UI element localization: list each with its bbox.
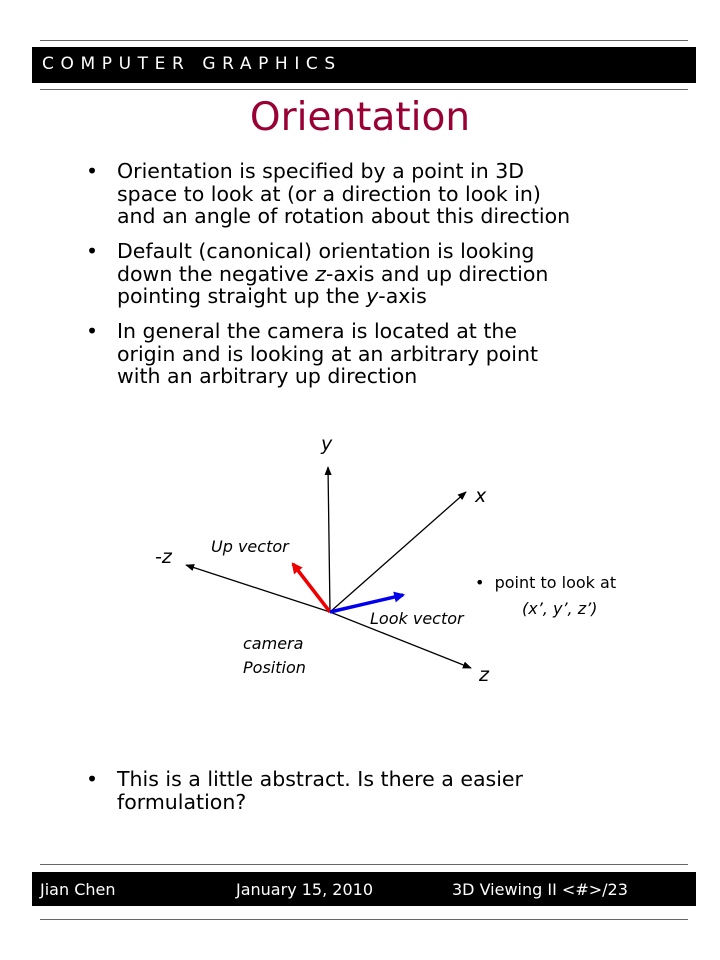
camera-label-line: camera: [243, 634, 304, 653]
footer-bar: [32, 872, 696, 906]
bullet-line: This is a little abstract. Is there a easier: [117, 767, 523, 791]
up-vector-label: Up vector: [211, 537, 289, 556]
text-span: down the negative: [117, 261, 316, 286]
bullet-line: space to look at (or a direction to look in): [117, 181, 541, 206]
course-title: COMPUTER GRAPHICS: [42, 54, 342, 74]
z-axis-label: z: [479, 664, 489, 686]
x-axis-line: [330, 492, 466, 612]
bullet-line: Orientation is specified by a point in 3D: [117, 159, 525, 183]
point-dot: •: [475, 573, 485, 592]
x-axis-label: x: [475, 485, 487, 507]
look-at-point-coords: (x’, y’, z’): [522, 599, 598, 618]
footer-bottom-rule: [40, 919, 688, 920]
bullet-line: with an arbitrary up direction: [117, 364, 418, 388]
text-span: -axis: [378, 284, 427, 308]
bullet-line: formulation?: [117, 789, 247, 814]
footer-top-rule: [40, 864, 688, 865]
look-at-point-label: [475, 573, 616, 592]
slide-title: Orientation: [249, 95, 471, 140]
camera-position-label: [243, 632, 306, 680]
y-axis-line: [328, 467, 330, 612]
look-vector-label: Look vector: [370, 609, 464, 628]
bullet-dot: •: [86, 319, 99, 343]
text-span: -axis and up direction: [325, 261, 549, 286]
text-span: pointing straight up the: [117, 284, 367, 308]
bullet-line: and an angle of rotation about this direction: [117, 204, 571, 228]
bullet-line: In general the camera is located at the: [117, 319, 517, 343]
bullet-line: origin and is looking at an arbitrary point: [117, 341, 539, 366]
bullet-dot: •: [86, 159, 99, 183]
neg-z-axis-line: [186, 565, 330, 612]
neg-z-axis-label: -z: [155, 546, 172, 568]
footer-date: January 15, 2010: [236, 880, 373, 899]
point-label: point to look at: [494, 573, 617, 592]
z-axis-italic: z: [315, 261, 326, 286]
y-axis-label: y: [321, 433, 333, 455]
camera-label-line: Position: [243, 658, 306, 677]
y-axis-italic: y: [366, 284, 379, 308]
footer-author: Jian Chen: [40, 880, 116, 899]
bullet-dot: •: [86, 239, 99, 263]
bullet-line: Default (canonical) orientation is looking: [117, 239, 535, 263]
footer-slide-number: 3D Viewing II <#>/23: [452, 880, 628, 899]
up-vector-arrow: [293, 564, 330, 612]
bullet-dot: •: [86, 767, 99, 791]
